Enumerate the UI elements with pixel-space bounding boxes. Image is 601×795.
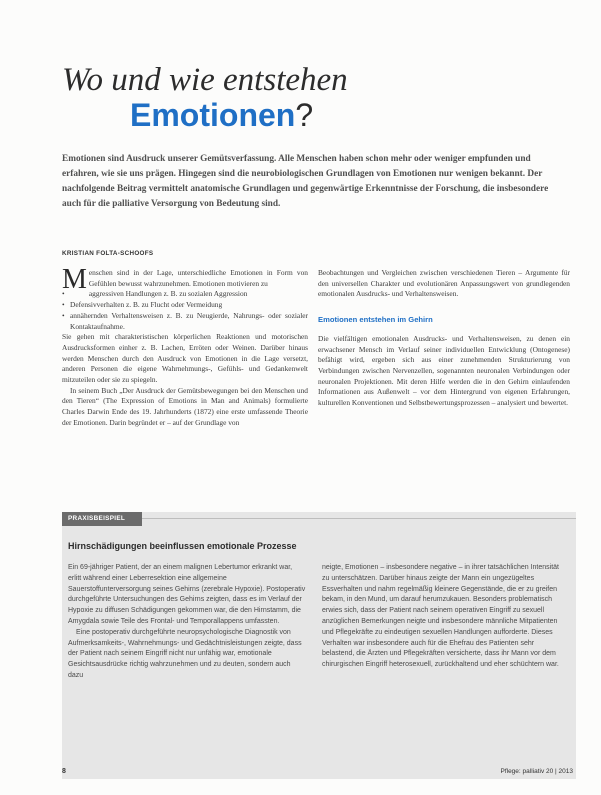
- list-item: • annähernden Verhaltensweisen z. B. zu Neugierde, Nahrungs- oder sozialer Kontaktaufnahme.: [62, 311, 308, 332]
- body-column-left: [62, 264, 308, 429]
- box-paragraph: Ein 69-jähriger Patient, der an einem malignen Lebertumor erkrankt war, erlitt während einer Leberresektion eine allgemeine Sauerstoffunterversorgung seines Gehirns (zerebrale Hypoxie). Postoperativ durchgeführte Untersuchungen des Gehirns zeigten, dass es im Verlauf der Hypoxie zu diffusen Schädigungen gekommen war, die den Hirnstamm, die Amygdala sowie Teile des Frontal- und Temporallappens umfassten.: [68, 564, 306, 625]
- box-paragraph: neigte, Emotionen – insbesondere negative – in ihrer tatsächlichen Intensität zu unterschätzen. Darüber hinaus zeigte der Mann ein ungezügeltes Essverhalten und nahm regelmäßig kleinere Gegenstände, die er zu greifen bekam, in den Mund, um darauf herumzukauen. Besonders problematisch erwies sich, dass der Patient nach seinem operativen Eingriff zu sexuell anzüglichen Bemerkungen neigte und insbesondere männliche Mitpatienten und Pflegekräfte zu eindeutigen sexuellen Handlungen aufforderte. Dieses Verhalten war insbesondere auch für die Ehefrau des Patienten sehr belastend, die Ärzten und Pflegekräften versicherte, dass ihr Mann vor dem chirurgischen Eingriff heterosexuell, zurückhaltend und eher schüchtern war.: [322, 564, 559, 669]
- body-paragraph: Die vielfältigen emotionalen Ausdrucks- und Verhaltensweisen, zu denen ein erwachsener Mensch im Verlauf seiner individuellen Entwicklung (Ontogenese) befähigt wird, ergeben sich aus einer zunehmenden Strukturierung von Verbindungen zwischen Nervenzellen, sogenannten neuronalen Verbindungen oder neuronalen Projektionen. Mit deren Hilfe werden die in den Gehirn einlaufenden Informationen aus Außenwelt – vor dem Hintergrund von eigenen Erfahrungen, kulturellen Konventionen und Selbstbewertungsprozessen – analysiert und bewertet.: [318, 333, 570, 408]
- page-number: 8: [62, 768, 66, 775]
- box-divider: [142, 518, 576, 519]
- body-paragraph: In seinem Buch „Der Ausdruck der Gemütsbewegungen bei den Menschen und den Tieren“ (The Expression of Emotions in Man and Animals) formulierte Charles Darwin Ende des 19. Jahrhunderts (1872) eine erste umfassende Theorie der Emotionen. Darin begründet er – auf der Grundlage von: [62, 385, 308, 427]
- body-paragraph: Sie gehen mit charakteristischen körperlichen Reaktionen und motorischen Ausdrucksformen einher z. B. Lachen, Erröten oder Weinen. Darüber hinaus werden Menschen durch den Ausdruck von Emotionen in die Lage versetzt, anderen Personen die eigene Wahrnehmungs-, Gefühls- und Gedankenwelt mitzuteilen oder sie zu spiegeln.: [62, 332, 308, 385]
- title-accent-word: Emotionen: [130, 97, 296, 133]
- magazine-footer: Pflege: palliativ 20 | 2013: [500, 768, 573, 775]
- list-item: • Defensivverhalten z. B. zu Flucht oder Vermeidung: [62, 300, 308, 311]
- practice-example-label: PRAXISBEISPIEL: [62, 512, 142, 526]
- drop-cap: M: [62, 264, 87, 295]
- practice-example-title: Hirnschädigungen beeinflussen emotionale Prozesse: [68, 541, 297, 551]
- article-title-line-1: Wo und wie entstehen: [62, 62, 348, 98]
- motivation-list: [62, 289, 308, 332]
- article-title-line-2: [130, 97, 313, 134]
- box-column-left: [68, 563, 306, 682]
- intro-text: enschen sind in der Lage, unterschiedliche Emotionen in Form von Gefühlen bewusst wahrzunehmen. Emotionen motivieren zu: [88, 268, 308, 288]
- list-item: • aggressiven Handlungen z. B. zu sozialen Aggression: [62, 289, 308, 300]
- box-column-right: [322, 563, 560, 671]
- author-byline: KRISTIAN FOLTA-SCHOOFS: [62, 250, 154, 257]
- body-column-right: [318, 268, 570, 409]
- body-paragraph: Beobachtungen und Vergleichen zwischen verschiedenen Tieren – Argumente für den universellen Charakter und evolutionären Anpassungswert von grundlegenden emotionalen Ausdrucks- und Verhaltensweisen.: [318, 268, 570, 299]
- lead-paragraph: Emotionen sind Ausdruck unserer Gemütsverfassung. Alle Menschen haben schon mehr oder weniger empfunden und erfahren, wie sie uns prägen. Hingegen sind die neurobiologischen Grundlagen von Emotionen nur wenigen bekannt. Der nachfolgende Beitrag vermittelt anatomische Grundlagen und gegenwärtige Erkenntnisse der Forschung, die insbesondere auch für die palliative Versorgung von Bedeutung sind.: [62, 154, 549, 210]
- section-subheading: Emotionen entstehen im Gehirn: [318, 315, 433, 325]
- box-paragraph: Eine postoperativ durchgeführte neuropsychologische Diagnostik von Aufmerksamkeits-, Wahrnehmungs- und Gedächtnisleistungen zeigte, dass der Patient nach seinem Eingriff nicht nur unfähig war, emotionale Gesichtsausdrücke richtig wahrzunehmen und zu deuten, sondern auch dazu: [68, 628, 302, 679]
- title-question-mark: ?: [295, 97, 314, 133]
